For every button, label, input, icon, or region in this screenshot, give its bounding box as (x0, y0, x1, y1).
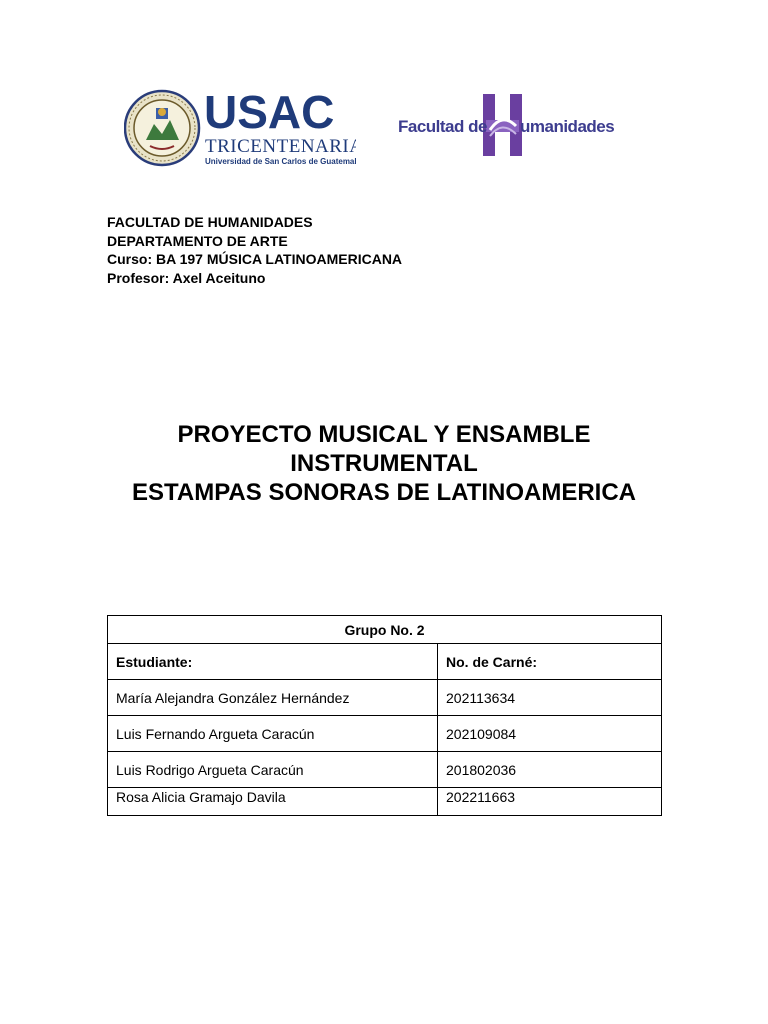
humanidades-logo (398, 90, 618, 160)
usac-subtitle: TRICENTENARIA (205, 136, 356, 157)
professor-name: Profesor: Axel Aceituno (107, 269, 266, 286)
student-id: 202113634 (438, 680, 662, 716)
table-row (108, 788, 662, 816)
table-row (108, 680, 662, 716)
usac-tagline: Universidad de San Carlos de Guatemala (205, 157, 356, 166)
table-header-row (108, 644, 662, 680)
student-name: Rosa Alicia Gramajo Davila (108, 788, 438, 816)
group-caption: Grupo No. 2 (108, 616, 662, 644)
faculty-name: FACULTAD DE HUMANIDADES (107, 214, 313, 230)
student-name: Luis Fernando Argueta Caracún (108, 716, 438, 752)
title-line-2: INSTRUMENTAL (290, 450, 478, 477)
student-name: Luis Rodrigo Argueta Caracún (108, 752, 438, 788)
humanidades-text-right: umanidades (520, 117, 615, 136)
table-row (108, 716, 662, 752)
header-student: Estudiante: (108, 644, 438, 680)
table-caption-row (108, 616, 662, 644)
humanidades-text-left: Facultad de (398, 117, 487, 136)
student-id: 202109084 (438, 716, 662, 752)
usac-seal-icon (125, 91, 199, 165)
department-name: DEPARTAMENTO DE ARTE (107, 232, 288, 249)
table-row (108, 752, 662, 788)
title-line-1: PROYECTO MUSICAL Y ENSAMBLE (177, 421, 591, 448)
student-id: 201802036 (438, 752, 662, 788)
student-name: María Alejandra González Hernández (108, 680, 438, 716)
header-carne: No. de Carné: (438, 644, 662, 680)
course-name: Curso: BA 197 MÚSICA LATINOAMERICANA (107, 251, 403, 267)
course-header (107, 213, 402, 287)
usac-title: USAC (204, 88, 335, 138)
title-line-3: ESTAMPAS SONORAS DE LATINOAMERICA (131, 479, 636, 506)
usac-logo (124, 88, 356, 168)
student-id: 202211663 (438, 788, 662, 816)
group-table (107, 615, 662, 816)
project-title (0, 420, 768, 507)
